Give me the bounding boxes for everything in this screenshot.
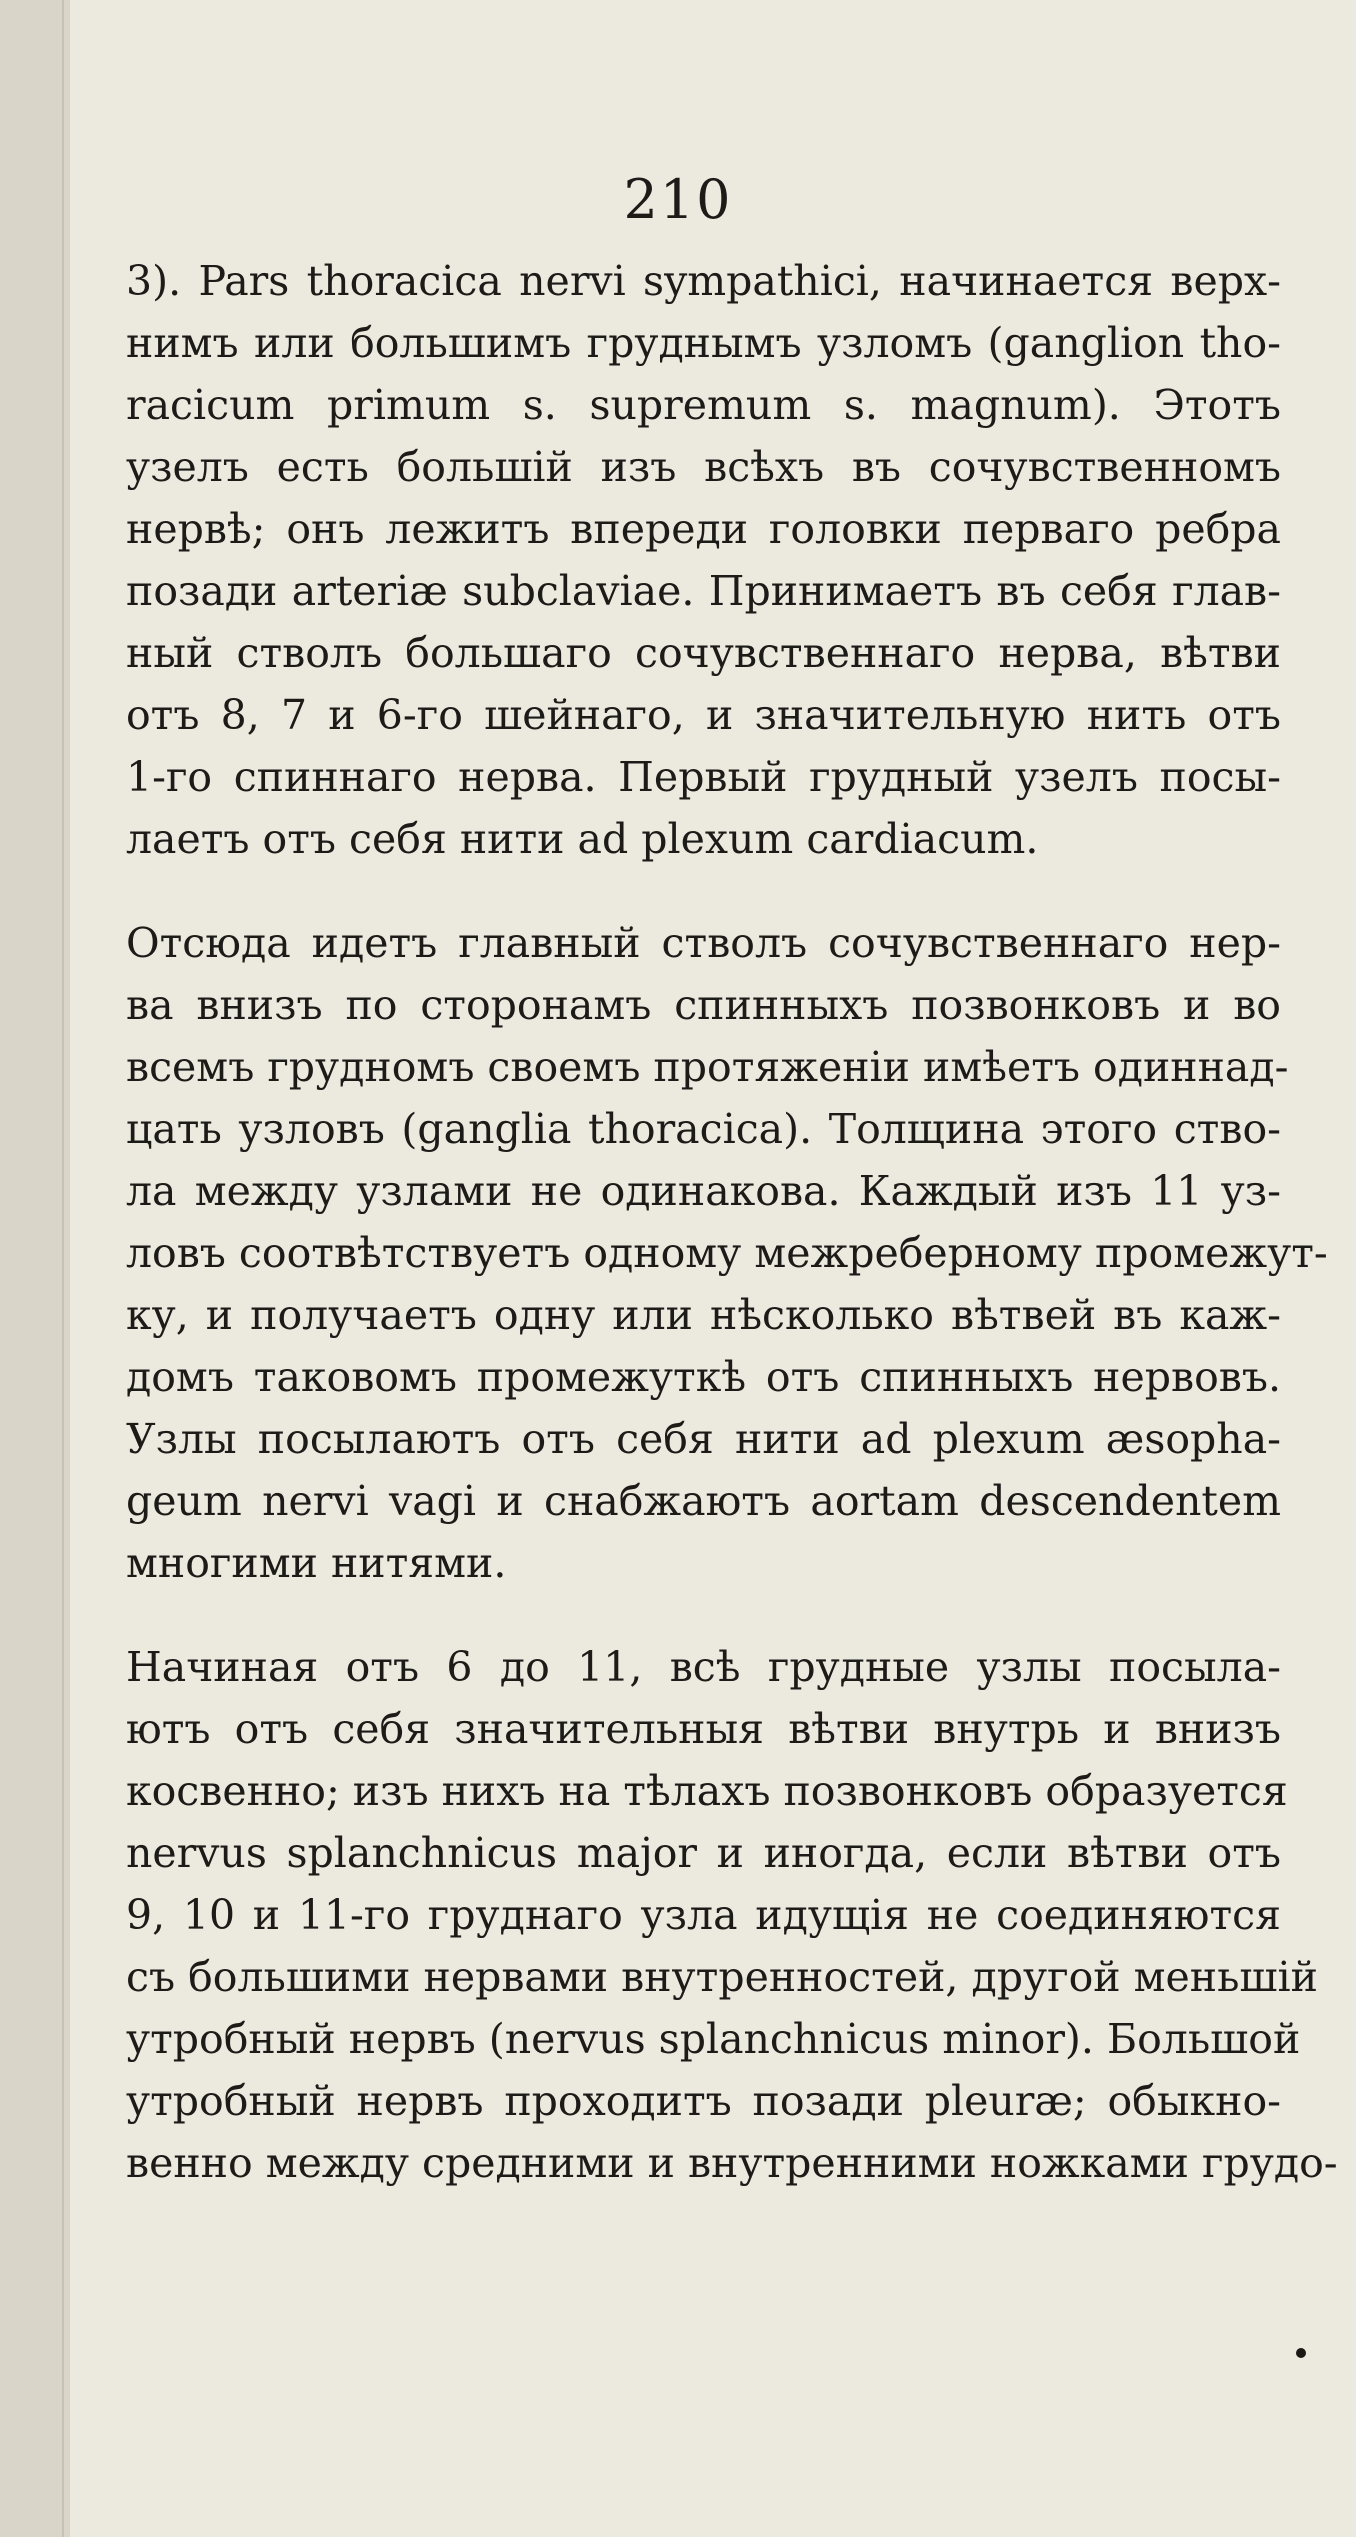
text-line: утробный нервъ проходитъ позади pleuræ; обыкно- <box>126 2077 1281 2125</box>
text-line: косвенно; изъ нихъ на тѣлахъ позвонковъ образуется <box>126 1767 1288 1815</box>
text-line: утробный нервъ (nervus splanchnicus minor). Большой <box>126 2015 1301 2063</box>
text-line: nervus splanchnicus major и иногда, если вѣтви отъ <box>126 1829 1281 1877</box>
text-line: домъ таковомъ промежуткѣ отъ спинныхъ нервовъ. <box>126 1353 1281 1401</box>
text-line: Начиная отъ 6 до 11, всѣ грудные узлы посыла- <box>126 1643 1281 1691</box>
paragraph-spacer <box>126 870 1281 912</box>
text-line: цать узловъ (ganglia thoracica). Толщина этого ство- <box>126 1105 1281 1153</box>
text-line: узелъ есть большій изъ всѣхъ въ сочувственномъ <box>126 443 1281 491</box>
text-line: нимъ или большимъ груднымъ узломъ (ganglion tho- <box>126 319 1281 367</box>
paragraph-1 <box>126 250 1281 870</box>
text-line: geum nervi vagi и снабжаютъ aortam descendentem <box>126 1477 1281 1525</box>
text-line: ный стволъ большаго сочувственнаго нерва, вѣтви <box>126 629 1281 677</box>
text-line: венно между средними и внутренними ножками грудо- <box>126 2139 1338 2187</box>
text-line: ку, и получаетъ одну или нѣсколько вѣтвей въ каж- <box>126 1291 1281 1339</box>
paragraph-2 <box>126 912 1328 1594</box>
text-line: лаетъ отъ себя нити ad plexum cardiacum. <box>126 815 1039 863</box>
text-line: Узлы посылаютъ отъ себя нити ad plexum æsopha- <box>126 1415 1281 1463</box>
ink-speck <box>1296 2348 1306 2358</box>
text-line: съ большими нервами внутренностей, другой меньшій <box>126 1953 1318 2001</box>
text-line: многими нитями. <box>126 1539 507 1587</box>
paragraph-3 <box>126 1636 1338 2194</box>
text-line: ла между узлами не одинакова. Каждый изъ 11 уз- <box>126 1167 1281 1215</box>
text-line: Отсюда идетъ главный стволъ сочувственнаго нер- <box>126 919 1281 967</box>
text-line: ловъ соотвѣтствуетъ одному межреберному промежут- <box>126 1229 1328 1277</box>
paragraph-spacer <box>126 1594 1281 1636</box>
text-line: racicum primum s. supremum s. magnum). Этотъ <box>126 381 1281 429</box>
text-line: ютъ отъ себя значительныя вѣтви внутрь и внизъ <box>126 1705 1281 1753</box>
text-line: нервѣ; онъ лежитъ впереди головки перваго ребра <box>126 505 1281 553</box>
text-line: 3). Pars thoracica nervi sympathici, начинается верх- <box>126 257 1281 305</box>
page-number: 210 <box>623 168 733 231</box>
text-line: ва внизъ по сторонамъ спинныхъ позвонковъ и во <box>126 981 1281 1029</box>
text-line: всемъ грудномъ своемъ протяженіи имѣетъ одиннад- <box>126 1043 1289 1091</box>
text-line: 9, 10 и 11-го груднаго узла идущія не соединяются <box>126 1891 1281 1939</box>
page-text <box>126 250 1338 2194</box>
text-line: 1-го спиннаго нерва. Первый грудный узелъ посы- <box>126 753 1281 801</box>
text-line: позади arteriæ subclaviae. Принимаетъ въ себя глав- <box>126 567 1281 615</box>
text-line: отъ 8, 7 и 6-го шейнаго, и значительную нить отъ <box>126 691 1281 739</box>
